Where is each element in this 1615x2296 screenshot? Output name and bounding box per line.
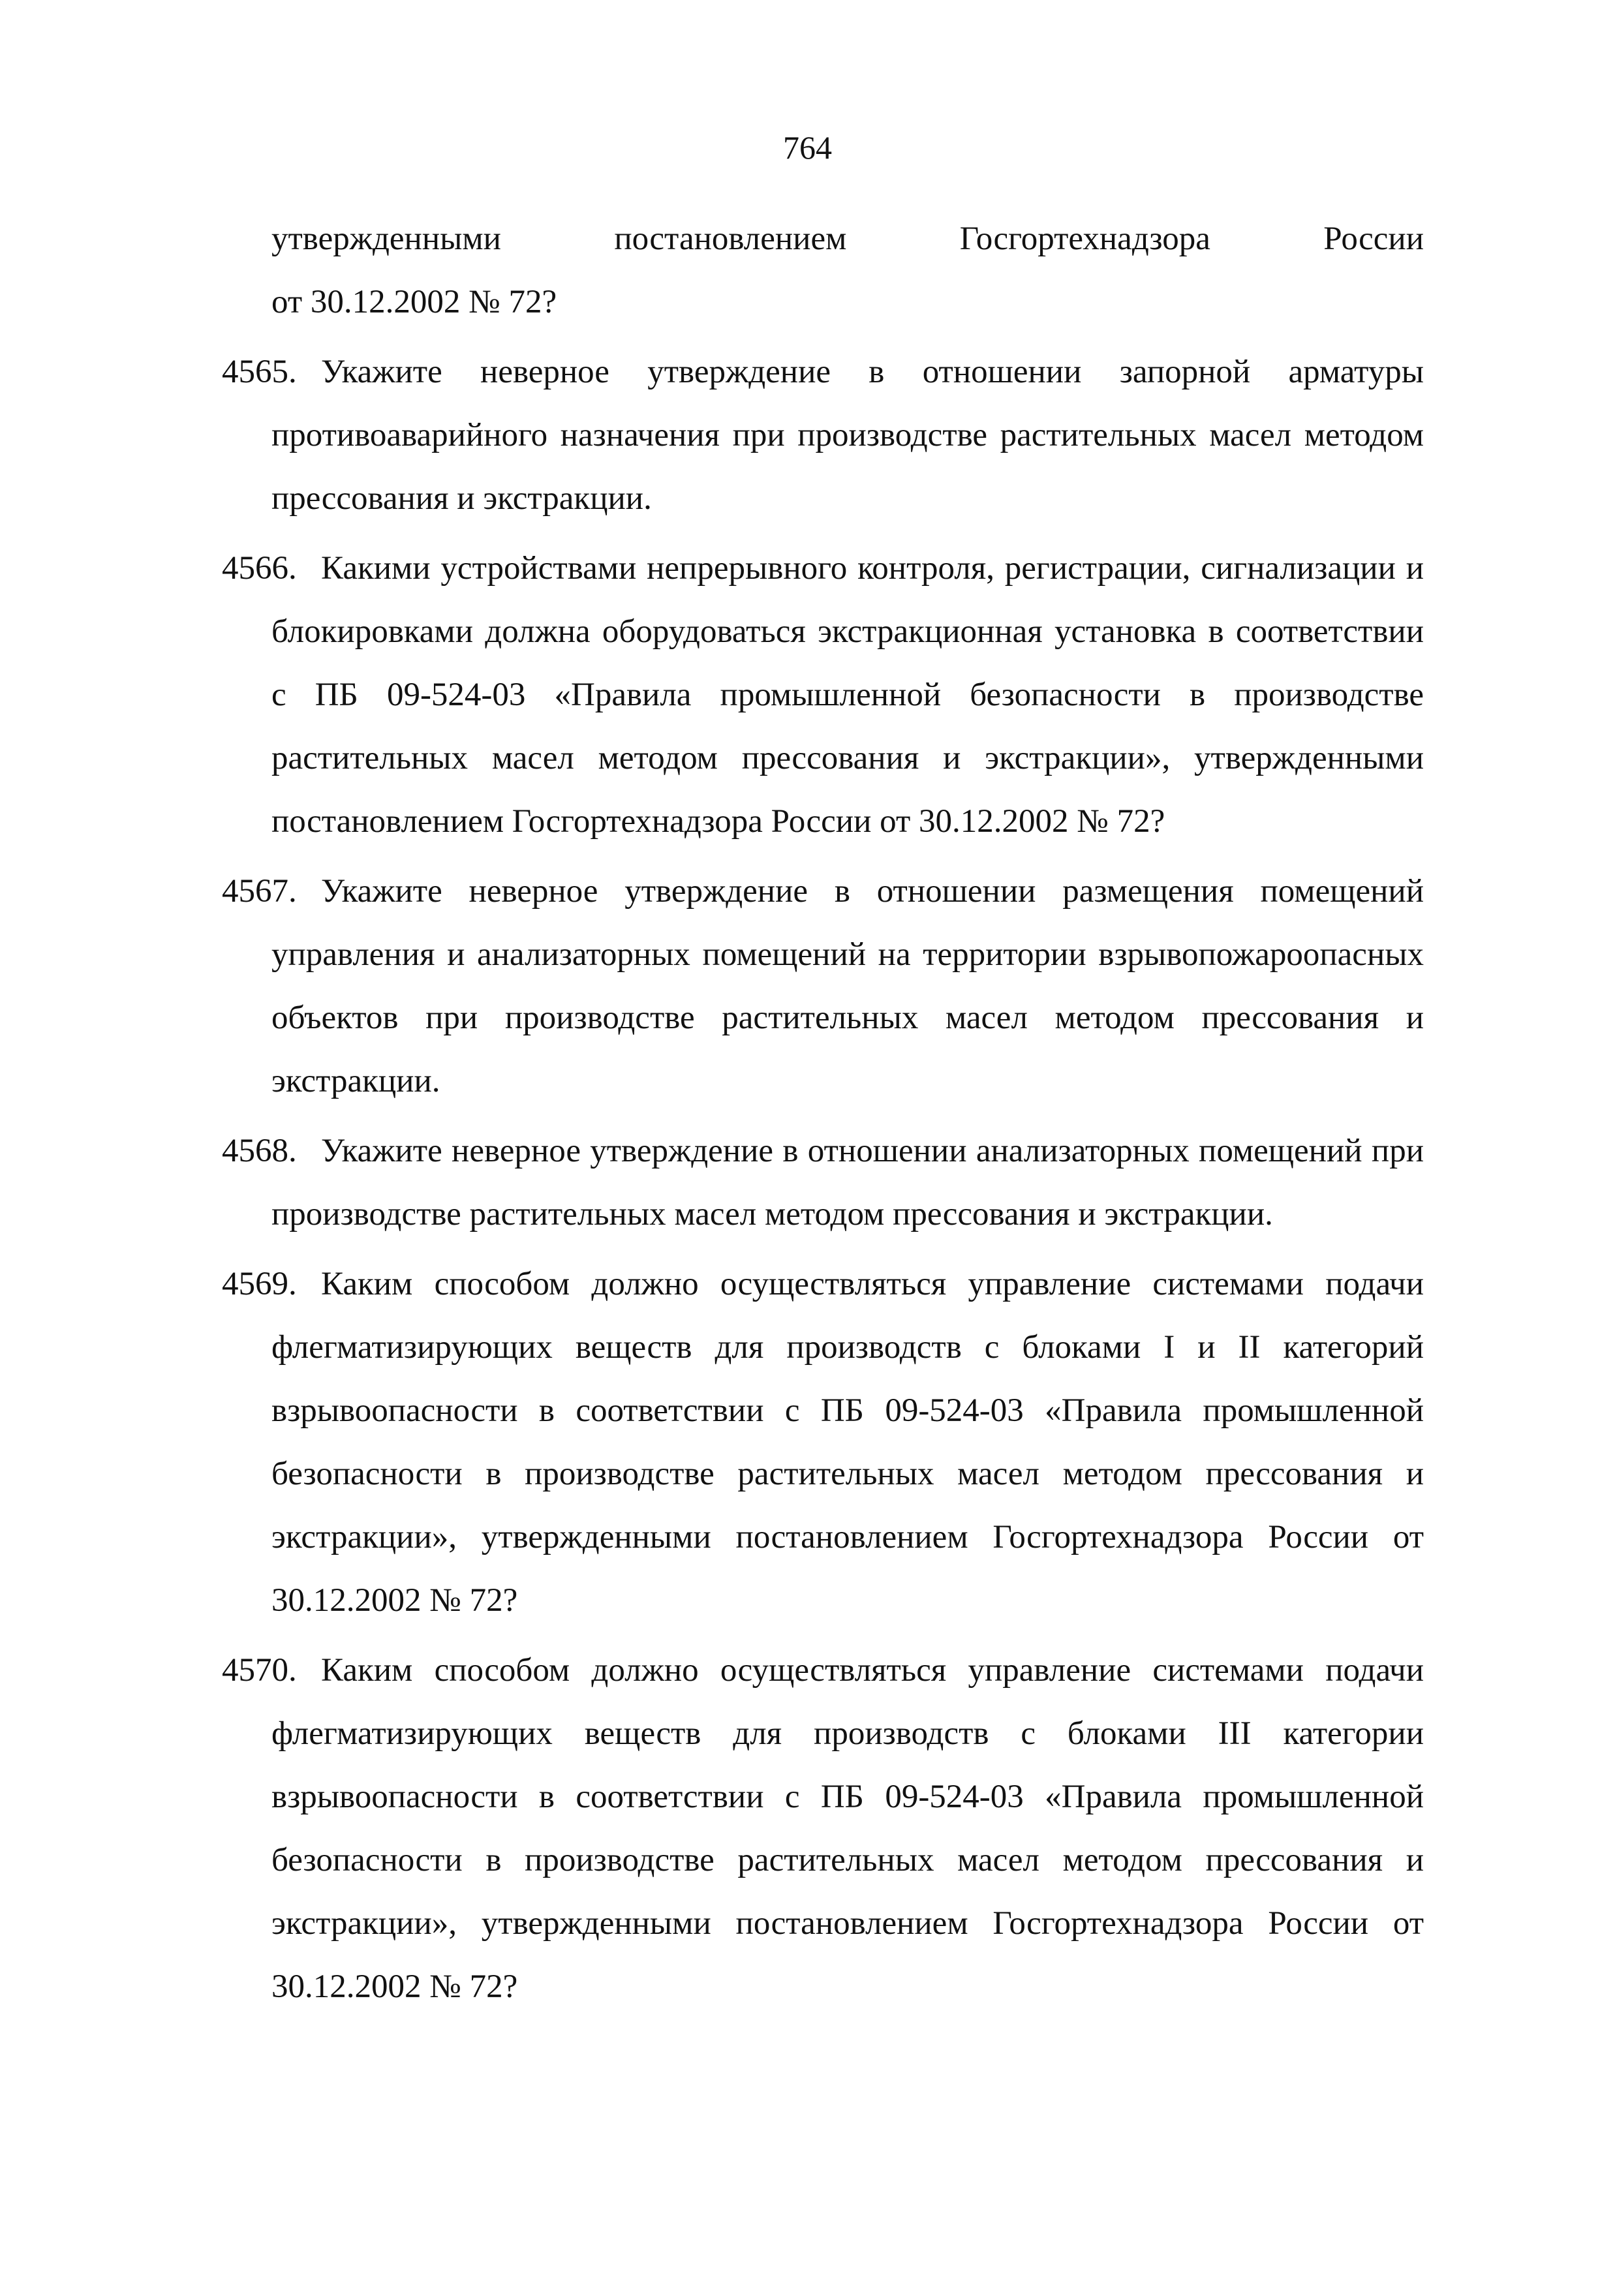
continuation-paragraph — [271, 207, 1424, 334]
question-number: 4567. — [222, 873, 297, 910]
question-number: 4566. — [222, 550, 297, 587]
continuation-line-1: утвержденными постановлением Госгортехнадзора России — [271, 221, 1424, 257]
question-item-4569 — [222, 1253, 1424, 1632]
page-number: 764 — [783, 129, 832, 166]
question-number: 4570. — [222, 1652, 297, 1689]
question-number: 4568. — [222, 1133, 297, 1169]
question-text: Каким способом должно осуществляться управление системами подачи флегматизирующих веществ для производств с блоками I и II категорий взрывоопасности в соответствии с ПБ 09-524-03 «Правила промышленной безопасности в производстве растительных масел методом прессования и экстракции», утвержденными постановлением Госгортехнадзора России от 30.12.2002 № 72? — [271, 1266, 1424, 1619]
question-text: Укажите неверное утверждение в отношении анализаторных помещений при производстве растительных масел методом прессования и экстракции. — [271, 1133, 1424, 1232]
question-item-4570 — [222, 1639, 1424, 2019]
question-text: Укажите неверное утверждение в отношении размещения помещений управления и анализаторных помещений на территории взрывопожароопасных объектов при производстве растительных масел методом прессования и экстракции. — [271, 873, 1424, 1099]
question-item-4567 — [222, 860, 1424, 1113]
question-item-4566 — [222, 537, 1424, 853]
question-text: Укажите неверное утверждение в отношении запорной арматуры противоаварийного назначения при производстве растительных масел методом прессования и экстракции. — [271, 354, 1424, 517]
question-number: 4565. — [222, 354, 297, 390]
question-text: Какими устройствами непрерывного контроля, регистрации, сигнализации и блокировками должна оборудоваться экстракционная установка в соответствии с ПБ 09-524-03 «Правила промышленной безопасности в производстве растительных масел методом прессования и экстракции», утвержденными постановлением Госгортехнадзора России от 30.12.2002 № 72? — [271, 550, 1424, 840]
question-text: Каким способом должно осуществляться управление системами подачи флегматизирующих веществ для производств с блоками III категории взрывоопасности в соответствии с ПБ 09-524-03 «Правила промышленной безопасности в производстве растительных масел методом прессования и экстракции», утвержденными постановлением Госгортехнадзора России от 30.12.2002 № 72? — [271, 1652, 1424, 2005]
question-item-4568 — [222, 1120, 1424, 1246]
question-number: 4569. — [222, 1266, 297, 1302]
continuation-line-2: от 30.12.2002 № 72? — [271, 284, 557, 320]
question-item-4565 — [222, 341, 1424, 530]
document-body — [222, 207, 1424, 2019]
